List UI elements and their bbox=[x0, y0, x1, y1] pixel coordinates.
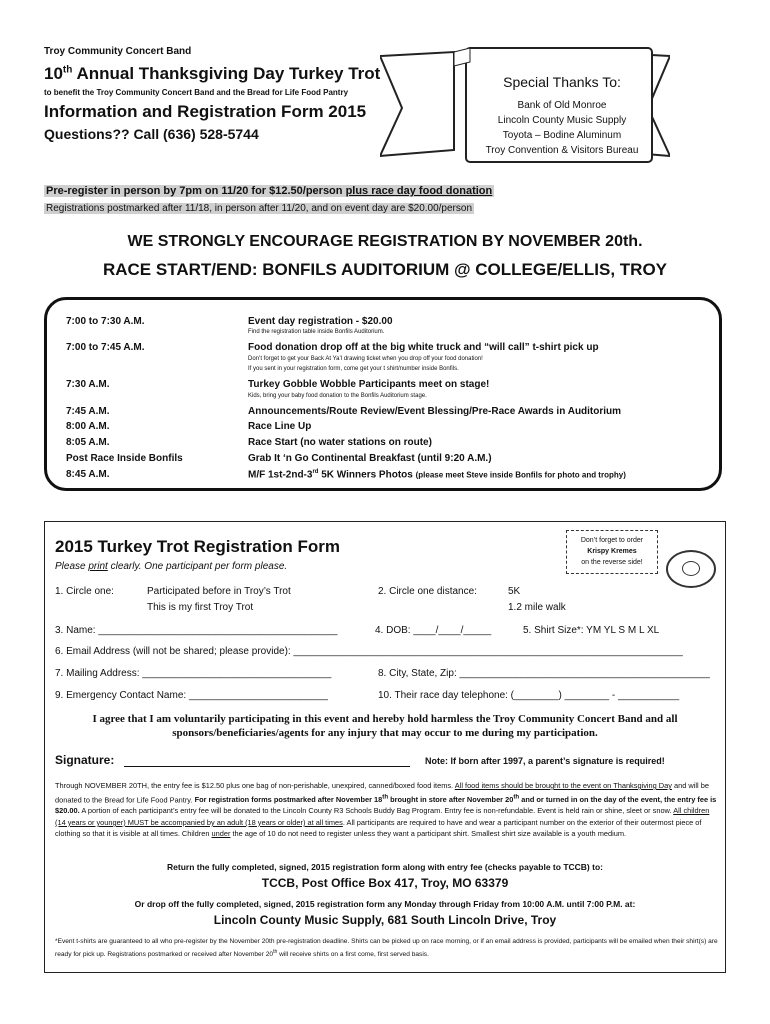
schedule-desc: Event day registration - $20.00 bbox=[248, 316, 393, 327]
tshirt-note bbox=[55, 937, 719, 960]
schedule-desc bbox=[248, 469, 626, 480]
mailing-address: TCCB, Post Office Box 417, Troy, MO 63379 bbox=[261, 876, 509, 890]
return-instructions: Return the fully completed, signed, 2015 registration form along with entry fee (checks payable to TCCB) to: bbox=[167, 862, 603, 872]
schedule-time: 8:45 A.M. bbox=[66, 469, 110, 480]
preregister-info bbox=[44, 185, 494, 197]
print-note-text: Please bbox=[55, 561, 89, 572]
name-field[interactable]: 3. Name: ___________________________________________ bbox=[55, 625, 338, 636]
krispy-kreme-reminder bbox=[566, 530, 658, 574]
special-thanks-title: Special Thanks To: bbox=[503, 74, 621, 90]
dropoff-address: Lincoln County Music Supply, 681 South Lincoln Drive, Troy bbox=[213, 913, 557, 927]
schedule-desc: Grab It ‘n Go Continental Breakfast (until 9:20 A.M.) bbox=[248, 453, 492, 464]
schedule-time: 8:05 A.M. bbox=[66, 437, 110, 448]
fine-print-text: under bbox=[211, 829, 231, 839]
schedule-time: 7:00 to 7:45 A.M. bbox=[66, 342, 145, 353]
schedule-time: 7:00 to 7:30 A.M. bbox=[66, 316, 145, 327]
sponsor-item: Toyota – Bodine Aluminum bbox=[502, 130, 622, 141]
schedule-time: 8:00 A.M. bbox=[66, 421, 110, 432]
registration-form-title: 2015 Turkey Trot Registration Form bbox=[55, 537, 340, 556]
schedule-note: Kids, bring your baby food donation to the Bonfils Auditorium stage. bbox=[248, 393, 427, 399]
schedule-desc: Announcements/Route Review/Event Blessing/Pre-Race Awards in Auditorium bbox=[248, 406, 622, 417]
race-start-headline: RACE START/END: BONFILS AUDITORIUM @ COLLEGE/ELLIS, TROY bbox=[102, 260, 668, 279]
fine-print-text: and will be donated to the Bread for Life Food Pantry. bbox=[55, 781, 709, 804]
q1-option-participated[interactable]: Participated before in Troy’s Trot bbox=[147, 586, 291, 597]
winners-photo-label: M/F 1st-2nd-3 bbox=[248, 469, 313, 481]
sponsor-item: Troy Convention & Visitors Bureau bbox=[485, 145, 639, 156]
print-note-emphasis: print bbox=[88, 561, 108, 572]
schedule-desc: Race Line Up bbox=[248, 421, 312, 432]
emergency-phone-field[interactable]: 10. Their race day telephone: (________) ________ - ___________ bbox=[378, 690, 680, 701]
schedule-time: 7:45 A.M. bbox=[66, 406, 110, 417]
fine-print-text: Through NOVEMBER 20TH, the entry fee is $12.50 plus one bag of non-perishable, unexpired, canned/boxed food items. bbox=[55, 781, 455, 790]
schedule-note: Don’t forget to get your Back At Ya’l drawing ticket when you drop off your food donation! bbox=[248, 356, 483, 362]
sponsor-list bbox=[470, 98, 654, 158]
preregister-text: Pre-register in person by 7pm on 11/20 for $12.50/person bbox=[46, 185, 346, 197]
emergency-contact-field[interactable]: 9. Emergency Contact Name: _________________________ bbox=[55, 690, 328, 701]
fine-print-text: brought in store after November 20 bbox=[388, 794, 514, 804]
fine-print bbox=[55, 780, 719, 840]
winners-photo-note: (please meet Steve inside Bonfils for photo and trophy) bbox=[415, 470, 626, 480]
organization-name: Troy Community Concert Band bbox=[44, 46, 192, 57]
dob-field[interactable]: 4. DOB: ____/____/_____ bbox=[375, 625, 492, 636]
signature-label: Signature: bbox=[55, 753, 115, 767]
print-clearly-note bbox=[55, 561, 287, 572]
schedule-time: 7:30 A.M. bbox=[66, 379, 110, 390]
mailing-address-field[interactable]: 7. Mailing Address: __________________________________ bbox=[55, 668, 332, 679]
event-name: Annual Thanksgiving Day Turkey Trot bbox=[72, 64, 381, 83]
event-title bbox=[44, 64, 380, 84]
tshirt-note-text: *Event t-shirts are guaranteed to all who pre-register by the November 20th pre-registration deadline. Shirts can be picked up on race morning, or if an email address is provided, participants will be emailed when their shirt(s) are ready for pick up. Registrations postmarked or received after November 20 bbox=[55, 938, 718, 959]
schedule-desc: Race Start (no water stations on route) bbox=[248, 437, 432, 448]
questions-phone: Questions?? Call (636) 528-5744 bbox=[44, 126, 259, 142]
liability-waiver: I agree that I am voluntarily participating in this event and hereby hold harmless the Troy Community Concert Band and all sponsors/beneficiaries/agents for any injury that may occur to me during my participation. bbox=[92, 713, 678, 739]
fine-print-text: and or turned in on the day of the event, the entry fee is $20.00. bbox=[55, 794, 717, 816]
sponsor-item: Bank of Old Monroe bbox=[517, 100, 607, 111]
dropoff-instructions: Or drop off the fully completed, signed, 2015 registration form any Monday through Friday from 10:00 A.M. until 7:00 P.M. at: bbox=[134, 899, 636, 909]
q2-label: 2. Circle one distance: bbox=[378, 586, 477, 597]
donut-hole-icon bbox=[682, 561, 700, 576]
schedule-desc: Turkey Gobble Wobble Participants meet on stage! bbox=[248, 379, 490, 390]
fine-print-text: All children (14 years or younger) MUST be accompanied by an adult (18 years or older) at all times bbox=[55, 806, 710, 827]
fine-print-text: All food items should be brought to the event on Thanksgiving Day bbox=[454, 781, 672, 790]
late-registration-info: Registrations postmarked after 11/18, in person after 11/20, and on event day are $20.00/person bbox=[46, 203, 473, 214]
schedule-desc: Food donation drop off at the big white truck and “will call” t-shirt pick up bbox=[248, 342, 599, 353]
tshirt-note-text: will receive shirts on a first come, first served basis. bbox=[277, 951, 429, 959]
fine-print-text: . All participants are required to have and wear a participant number on the exterior of their outermost piece of clothing so that it is visible at all times. Children bbox=[55, 817, 702, 839]
parent-signature-note: Note: If born after 1997, a parent’s signature is required! bbox=[425, 756, 665, 766]
winners-photo-text: 5K Winners Photos bbox=[318, 469, 416, 481]
fine-print-text: For registration forms postmarked after November 18 bbox=[194, 794, 383, 804]
sponsor-item: Lincoln County Music Supply bbox=[497, 115, 627, 126]
shirt-size-field[interactable]: 5. Shirt Size*: YM YL S M L XL bbox=[523, 625, 660, 636]
schedule-note: Find the registration table inside Bonfils Auditorium. bbox=[248, 329, 385, 335]
email-field[interactable]: 6. Email Address (will not be shared; please provide): ______________________________________________________________________ bbox=[55, 646, 683, 657]
ordinal-suffix: th bbox=[513, 793, 520, 801]
encourage-headline: WE STRONGLY ENCOURAGE REGISTRATION BY NOVEMBER 20th. bbox=[127, 233, 643, 250]
q2-option-5k[interactable]: 5K bbox=[508, 586, 521, 597]
print-note-text: clearly. One participant per form please. bbox=[107, 561, 288, 572]
preregister-food-note: plus race day food donation bbox=[345, 185, 493, 197]
krispy-line: Don’t forget to order bbox=[580, 537, 644, 544]
signature-line[interactable] bbox=[124, 766, 410, 767]
krispy-line: Krispy Kremes bbox=[587, 548, 637, 555]
schedule-note: If you sent in your registration form, come get your t shirt/number inside Bonfils. bbox=[248, 366, 459, 372]
q1-label: 1. Circle one: bbox=[55, 586, 114, 597]
q1-option-first-time[interactable]: This is my first Troy Trot bbox=[147, 602, 254, 613]
ordinal-suffix: rd bbox=[312, 469, 319, 475]
benefit-line: to benefit the Troy Community Concert Band and the Bread for Life Food Pantry bbox=[44, 88, 349, 97]
ordinal-number: 10 bbox=[44, 64, 63, 83]
fine-print-text: the age of 10 do not need to register unless they want a participant shirt. Smallest shirt size available is a youth medium. bbox=[230, 829, 627, 839]
ordinal-suffix: th bbox=[273, 949, 278, 955]
fine-print-text: A portion of each participant’s entry fee will be donated to the Lincoln County R3 Schools Buddy Bag Program. Entry fee is non-refundable. Event is held rain or shine, sleet or snow. bbox=[79, 806, 674, 816]
ordinal-suffix: th bbox=[382, 793, 389, 801]
q2-option-walk[interactable]: 1.2 mile walk bbox=[508, 602, 566, 613]
form-title: Information and Registration Form 2015 bbox=[44, 102, 367, 121]
ordinal-suffix: th bbox=[62, 64, 73, 76]
city-state-zip-field[interactable]: 8. City, State, Zip: _____________________________________________ bbox=[378, 668, 710, 679]
krispy-line: on the reverse side! bbox=[581, 559, 643, 566]
schedule-time: Post Race Inside Bonfils bbox=[66, 453, 183, 464]
